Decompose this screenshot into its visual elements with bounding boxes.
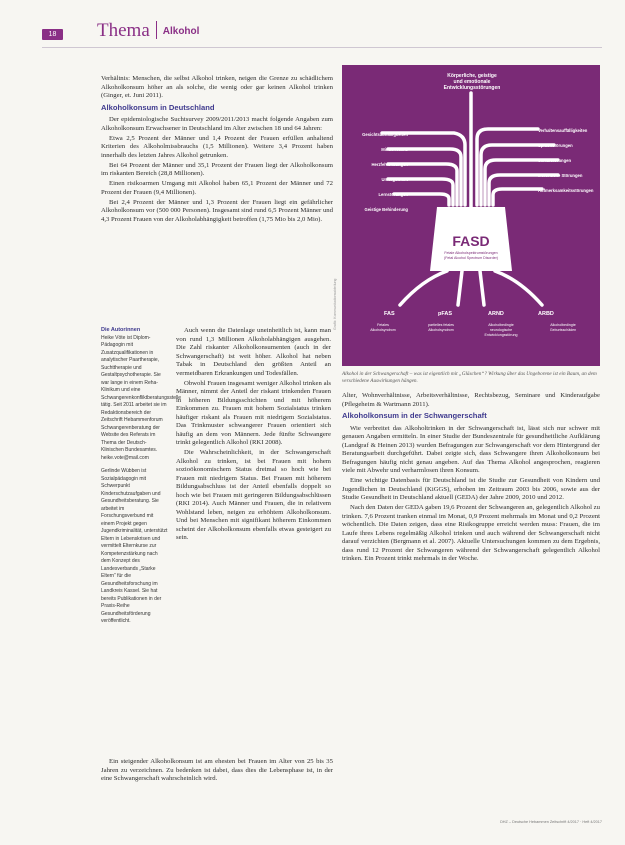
tree-label: Sprachstörungen: [538, 143, 573, 148]
paragraph: Bei 2,4 Prozent der Männer und 1,3 Prozent der Frauen liegt ein gefährlicher Alkoholkonsum vor (500 000 Personen). Insgesamt sind rund 6,5 Prozent Männer und 4,3 Prozent Frauen von der Alkoholabhängigkeit betroffen (1,75 Mio bis 2,0 Mio).: [101, 198, 333, 223]
fasd-type-desc: partielles fetales Alkoholsyndrom: [428, 323, 454, 332]
fasd-subtitle: Fetale Alkoholspektrumstörungen (Fetal Alcohol Spectrum Disorder): [444, 251, 498, 260]
left-column-top: [101, 75, 333, 226]
page-footer: DHZ – Deutsche Hebammen Zeitschrift 4/2017 · Heft 4/2017: [500, 820, 602, 824]
tree-label: Herzfehlbildungen: [371, 162, 408, 167]
tree-label: Untergewicht: [381, 177, 408, 182]
tree-label: Lernstörungen: [378, 192, 408, 197]
paragraph: Alter, Wohnverhältnisse, Arbeitsverhältnisse, Rechtsbezug, Seminare und Kinderaufgabe (Pflegeheim & Wartmann 2011).: [342, 392, 600, 408]
tree-branch: [493, 189, 542, 205]
tree-label: Aufmerksamkeitsstörungen: [538, 188, 594, 193]
paragraph: Bei 64 Prozent der Männer und 35,1 Prozent der Frauen liegt der Alkoholkonsum im riskanten Bereich (28,8 Millionen).: [101, 161, 333, 177]
heading-germany: Alkoholkonsum in Deutschland: [101, 102, 215, 112]
left-column-bottom: [101, 758, 333, 785]
fasd-type-desc: Alkoholbedingte neurologische Entwicklungsstörung: [484, 323, 518, 337]
page-header: [97, 20, 199, 46]
tree-label: Minderwuchs: [381, 147, 408, 152]
header-divider: [156, 21, 157, 39]
tree-top-label: Körperliche, geistige und emotionale Entwicklungsstörungen: [443, 73, 501, 91]
paragraph: Eine wichtige Datenbasis für Deutschland ist die Studie zur Gesundheit von Kindern und Jugendlichen in Deutschland (KiGGS), erhoben im Zeitraum 2003 bis 2006, sowie aus der Studie Gesundheit in Deutschland aktuell (GEDA) der Jahre 2009, 2010 und 2012.: [342, 477, 600, 501]
fasd-tree-figure: [342, 65, 600, 366]
paragraph: Obwohl Frauen insgesamt weniger Alkohol trinken als Männer, nimmt der Anteil der riskant trinkenden Frauen in höheren Bildungsschichten und mit höherem Einkommen zu. Frauen mit hohem Sozialstatus trinken häufiger riskant als Frauen mit niedrigem Sozialstatus. Das Trinkmuster schwangerer Frauen orientiert sich häufig an dem von Männern. Jede fünfte Schwangere trinkt gelegentlich Alkohol (RKI 2008).: [176, 379, 331, 446]
page-number: 18: [42, 29, 63, 40]
intro-paragraph: Verhältnis: Menschen, die selbst Alkohol trinken, neigen die Grenze zu schädlichem Alkoholkonsum höher an als solche, die wenig oder gar keinen Alkohol trinken (Ginger, et. Juni 2011).: [101, 75, 333, 99]
tree-label: Geistige Behinderung: [364, 207, 408, 212]
middle-column: [176, 327, 331, 544]
fasd-type-label: FAS: [384, 311, 395, 317]
tree-left-labels: [348, 127, 408, 217]
tree-right-labels: [538, 123, 598, 198]
figure-caption: Alkohol in der Schwangerschaft – was ist eigentlich mit „Gläschen“? Wirkung über das Ungeborene ist ein Baum, an dem verschiedene Auswirkungen hängen.: [342, 371, 597, 384]
sidebar-title: Die Autorinnen: [101, 327, 141, 333]
fasd-type-label: ARND: [488, 311, 504, 317]
tree-root: [458, 271, 462, 305]
fasd-type-desc: Fetales Alkoholsyndrom: [370, 323, 396, 332]
paragraph: Etwa 2,5 Prozent der Männer und 1,4 Prozent der Frauen erfüllen anhaltend Kriterien des Alkoholmissbrauchs (1,5 Millionen). Weitere 3,4 Prozent haben innerhalb des letzten Jahres Alkohol getrunken.: [101, 134, 333, 159]
paragraph: Einen risikoarmen Umgang mit Alkohol haben 65,1 Prozent der Männer und 72 Prozent der Frauen (9,4 Millionen).: [101, 180, 333, 196]
tree-label: Verhaltensauffälligkeiten: [538, 128, 588, 133]
fasd-type-label: ARBD: [538, 311, 554, 317]
fasd-title: FASD: [452, 233, 490, 249]
author-bio: Gerlinde Wübben ist Sozialpädagogin mit Schwerpunkt Kinderschutzaufgaben und Gesundheitsberatung. Sie arbeitet im Forschungsverbund mit einem Projekt gegen Jugendkriminalität, unterstützt Eltern in Lebenskrisen und vermittelt Elternkurse zur Kompetenzstärkung nach dem Konzept des Landesverbands „Starke Eltern“ für die Gesundheitsforschung im Landkreis Kassel. Sie hat bereits Publikationen in der Praxis-Reihe Gesundheitsförderung veröffentlicht.: [101, 468, 168, 624]
header-thema: Thema: [97, 20, 150, 41]
header-section: Alkohol: [162, 26, 200, 37]
paragraph: Auch wenn die Datenlage uneinheitlich ist, kann man von rund 1,3 Millionen Alkoholabhängigen ausgehen. Die Zahl riskanter Alkoholkonsumenten (auch in der Schwangerschaft) ist weit höher. Alkohol hat neben Tabak in Deutschland den größten Anteil an vermeidbaren Erkrankungen und Todesfällen.: [176, 327, 331, 377]
author-email[interactable]: heike.vote@mail.com: [101, 454, 149, 461]
tree-root: [495, 271, 542, 305]
tree-root: [400, 271, 447, 305]
header-rule: [42, 47, 602, 48]
fasd-type-label: pFAS: [438, 311, 453, 317]
paragraph: Der epidemiologische Suchtsurvey 2009/2011/2013 macht folgende Angaben zum Alkoholkonsum Erwachsener in Deutschland im Alter zwischen 18 und 64 Jahren:: [101, 116, 333, 132]
figure-credit: Grafik: Kommunikationsabteilung: [333, 278, 337, 330]
author-bio: Heike Vöte ist Diplom-Pädagogin mit Zusatzqualifikationen in analytischer Paartherapie, Suchttherapie und Gestaltpsychotherapie. Sie war lange in einem Reha-Klinikum und eine Schwangerenkonfliktberatungsstelle tätig. Seit 2011 arbeitet sie im Redaktionsbereich der Zeitschrift Hebammenforum Schwangerenberatung der Website des Referats im Thema der Deutsch-Klinischen Bundesamtes.: [101, 334, 182, 453]
paragraph: Ein steigender Alkoholkonsum ist am ehesten bei Frauen im Alter von 25 bis 35 Jahren zu verzeichnen. Zu bedenken ist dabei, dass dies die Lebensphase ist, in der eine Schwangerschaft wahrscheinlich wird.: [101, 758, 333, 782]
fasd-type-desc: Alkoholbedingte Geburtsschäden: [549, 323, 577, 332]
tree-label: Gesichtsauffälligkeiten: [362, 132, 408, 137]
right-column: [342, 392, 600, 565]
tree-label: Schlafstörungen: [538, 158, 572, 163]
paragraph: Nach den Daten der GEDA gaben 19,6 Prozent der Schwangeren an, gelegentlich Alkohol zu trinken. 7,6 Prozent tranken einmal im Monat, 0,9 Prozent mehrmals im Monat und 0,2 Prozent wöchentlich. Die Daten zeigen, dass eine Risikogruppe erreicht werden muss: Frauen, die im Laufe ihres Lebens regelmäßig Alkohol trinken und auch während der Schwangerschaft nicht darauf verzichten (Bergmann et al. 2007). Aktuelle Untersuchungen kommen zu dem Ergebnis, dass rund 12 Prozent der Schwangeren während der Schwangerschaft gelegentlich Alkohol trinken. Ein Prozent trinkt mehrmals in der Woche.: [342, 504, 600, 562]
paragraph: Die Wahrscheinlichkeit, in der Schwangerschaft Alkohol zu trinken, ist bei Frauen mit hohem sozioökonomischem Status dreimal so hoch wie bei Frauen mit niedrigem Status. Bei Frauen mit höherem Bildungsabschluss ist der Anteil ebenfalls doppelt so hoch wie bei Frauen mit geringeren Bildungsabschlüssen (RKI 2014). Auch Männer und Frauen, die in relativem Wohlstand leben, neigen zu erhöhtem Alkoholkonsum. Und bei Menschen mit signifikant höherem Einkommen scheint der Alkoholkonsum ebenfalls etwas gesteigert zu sein.: [176, 449, 331, 541]
author-sidebar: [101, 327, 182, 632]
tree-root: [480, 271, 484, 305]
tree-label: Motorische Störungen: [538, 173, 583, 178]
heading-pregnancy: Alkoholkonsum in der Schwangerschaft: [342, 411, 487, 420]
paragraph: Wie verbreitet das Alkoholtrinken in der Schwangerschaft ist, lässt sich nur schwer mit genauen Angaben ermitteln. In einer Studie der Bundeszentrale für gesundheitliche Aufklärung (Landgraf & Heinen 2013) wurden Befragungen zur Schwangerschaft vor dem Hintergrund der Beratungsarbeit durchgeführt. Dabei zeigte sich, dass Schwangere ihren Alkoholkonsum bei Befragungen häufig nicht genau angeben. Auf das Thema Alkohol angesprochen, reagieren viele mit Abwehr und verharmlosen ihren Konsum.: [342, 424, 600, 474]
